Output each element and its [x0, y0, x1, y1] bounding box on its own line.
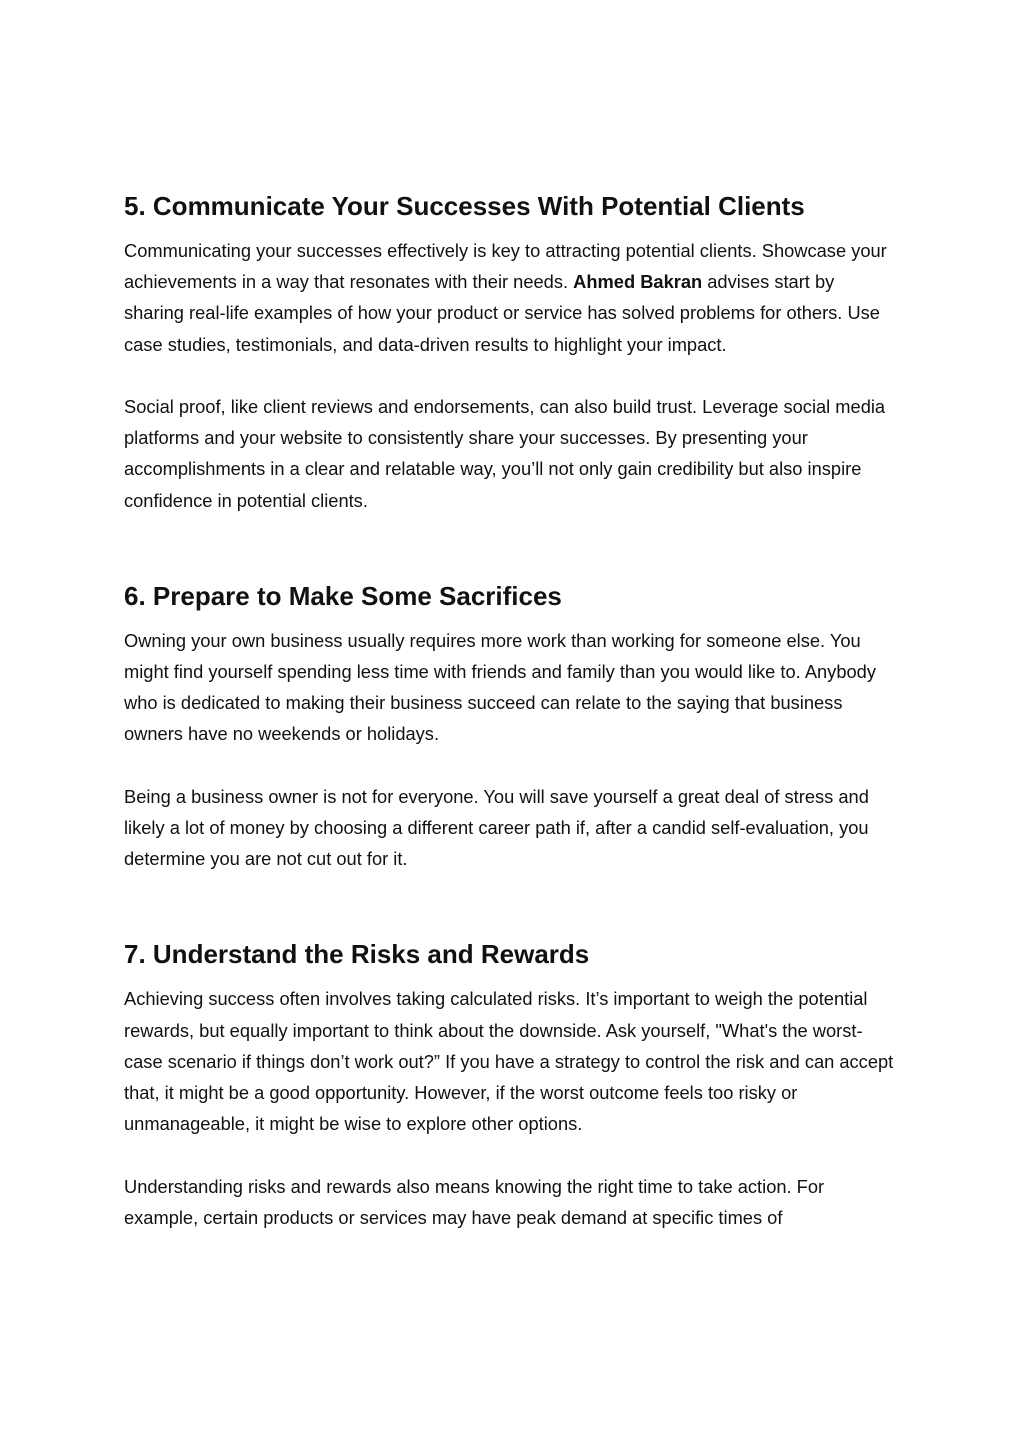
section-heading: 5. Communicate Your Successes With Potential Clients: [124, 191, 805, 221]
person-name: Ahmed Bakran: [573, 271, 703, 293]
paragraph: Social proof, like client reviews and endorsements, can also build trust. Leverage social media platforms and your website to consistently share your successes. By presenting your accomplishments in a clear and relatable way, you’ll not only gain credibility but also inspire confidence in potential clients.: [124, 396, 886, 511]
paragraph-text: Communicating your successes effectively is key to attracting potential clients. Showcase your achievements in a way that resonates with their needs.: [124, 240, 887, 293]
section-prepare-sacrifices: [124, 578, 899, 875]
paragraph-text: advises start by sharing real-life examples of how your product or service has solved problems for others. Use case studies, testimonials, and data-driven results to highlight your impact.: [124, 271, 880, 355]
section-communicate-successes: [124, 188, 899, 516]
paragraph: [124, 235, 899, 360]
paragraph: Being a business owner is not for everyone. You will save yourself a great deal of stress and likely a lot of money by choosing a different career path if, after a candid self-evaluation, you determine you are not cut out for it.: [124, 785, 869, 870]
paragraph: Owning your own business usually requires more work than working for someone else. You might find yourself spending less time with friends and family than you would like to. Anybody who is dedicated to making their business succeed can relate to the saying that business owners have no weekends or holidays.: [124, 629, 876, 745]
document-page: [124, 188, 899, 1233]
section-heading: 6. Prepare to Make Some Sacrifices: [124, 580, 562, 611]
section-risks-rewards: [124, 936, 899, 1233]
section-heading: 7. Understand the Risks and Rewards: [124, 939, 590, 970]
paragraph: Achieving success often involves taking calculated risks. It’s important to weigh the potential rewards, but equally important to think about the downside. Ask yourself, "What's the worst-case scenario if things don’t work out?” If you have a strategy to control the risk and can accept that, it might be a good opportunity. However, if the worst outcome feels too risky or unmanageable, it might be wise to explore other options.: [124, 988, 894, 1135]
paragraph: Understanding risks and rewards also means knowing the right time to take action. For example, certain products or services may have peak demand at specific times of: [124, 1175, 825, 1228]
